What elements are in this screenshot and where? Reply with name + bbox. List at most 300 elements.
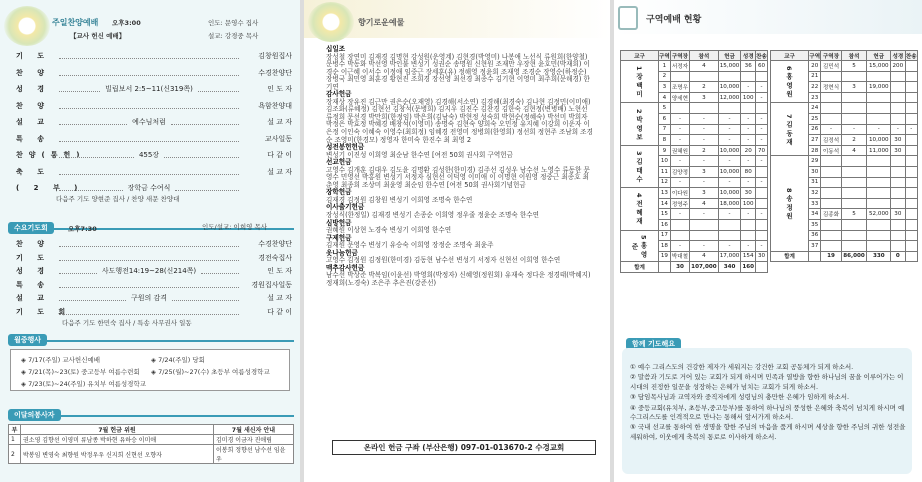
order-label: 성 경 — [16, 85, 50, 93]
order-row — [16, 149, 292, 161]
cell — [841, 103, 867, 114]
prayer-title: 함께 기도해요 — [626, 338, 681, 350]
order-row — [16, 238, 292, 250]
cell: - — [670, 209, 689, 220]
dot-leader — [59, 309, 239, 315]
cell: 양세현 — [670, 92, 689, 103]
cell: 100 — [741, 198, 756, 209]
offering-donors: 김재경 김정원 김창원 변성기 이희영 조명숙 한수연 — [326, 195, 473, 204]
cell: 21 — [809, 71, 821, 82]
cell: - — [905, 124, 917, 135]
cell: 12 — [659, 177, 671, 188]
cell — [841, 198, 867, 209]
cell: 11,000 — [867, 145, 891, 156]
cell: 15 — [659, 209, 671, 220]
cell: - — [841, 124, 867, 135]
cell: 김민석 — [821, 61, 841, 72]
cell: 김종화 — [821, 209, 841, 220]
cell: - — [718, 124, 741, 135]
sunday-service-title: 주일찬양예배 — [52, 18, 99, 27]
total-cell — [756, 262, 768, 273]
cell — [891, 71, 905, 82]
cell: 2 — [690, 82, 719, 93]
cell — [891, 198, 905, 209]
cell: - — [670, 113, 689, 124]
order-label: 축 도 — [16, 167, 50, 176]
cell — [756, 219, 768, 230]
cell — [690, 71, 719, 82]
order-row — [16, 100, 292, 112]
cell — [670, 71, 689, 82]
cell: - — [718, 241, 741, 252]
cell — [867, 230, 891, 241]
cell: 7 — [659, 124, 671, 135]
cell: 26 — [809, 124, 821, 135]
cell — [905, 82, 917, 93]
cell — [670, 219, 689, 230]
cell — [670, 230, 689, 241]
table-row — [771, 103, 918, 114]
order-person: 다 같 이 — [267, 307, 292, 316]
order-row — [16, 83, 292, 95]
cell: 3 — [690, 92, 719, 103]
cell: 31 — [809, 177, 821, 188]
cell: 3 — [690, 166, 719, 177]
cell: - — [756, 209, 768, 220]
cell — [867, 156, 891, 167]
cell — [905, 61, 917, 72]
order-row — [16, 133, 292, 145]
dot-leader — [59, 70, 239, 76]
cell: - — [690, 209, 719, 220]
cell — [756, 230, 768, 241]
cell: 17 — [659, 230, 671, 241]
cell — [891, 241, 905, 252]
cell: - — [690, 135, 719, 146]
cell — [905, 135, 917, 146]
cell — [867, 198, 891, 209]
offering-donors: 장성식(한정일) 김재경 변성기 손종순 이희영 정우줄 정윤순 조명숙 한수연 — [326, 211, 539, 220]
order-person: 욕함찬양대 — [258, 101, 292, 110]
cell: 김미경 이금자 진애림 — [214, 435, 294, 445]
cell — [841, 71, 867, 82]
cell — [756, 188, 768, 199]
order-detail: 장학금 수여식 — [127, 184, 171, 192]
cell — [821, 113, 841, 124]
cell: 4 — [690, 61, 719, 72]
order-detail: 사도행전14:19~28(신214쪽) — [101, 267, 197, 275]
table-row — [771, 61, 918, 72]
dot-leader — [59, 268, 97, 274]
order-label: 기 도 — [16, 253, 50, 262]
order-detail: 빌립보서 2:5~11(신319쪽) — [105, 85, 193, 93]
total-cell — [905, 251, 917, 262]
cell: 15,000 — [867, 61, 891, 72]
cell — [718, 230, 741, 241]
cell: 154 — [741, 251, 756, 262]
cell — [821, 188, 841, 199]
cell — [867, 177, 891, 188]
flower-icon — [308, 2, 354, 42]
cell — [905, 209, 917, 220]
offering-category: 감사헌금 — [326, 90, 352, 99]
cell: 28 — [809, 145, 821, 156]
cell: - — [718, 156, 741, 167]
cell: 박대철 — [670, 251, 689, 262]
cell — [718, 103, 741, 114]
cell: - — [756, 177, 768, 188]
table-row — [621, 145, 768, 156]
cell: 15,000 — [718, 61, 741, 72]
cell — [867, 113, 891, 124]
offering-donors: 김재원 문영수 변성기 유승숙 이희영 장정순 조명숙 최윤주 — [326, 241, 494, 250]
cell: 19 — [659, 251, 671, 262]
order-label: 찬 양 — [16, 68, 50, 77]
total-cell: 330 — [867, 251, 891, 262]
cell — [841, 230, 867, 241]
cell — [905, 166, 917, 177]
cell — [756, 166, 768, 177]
order-detail: 예수님처럼 — [132, 118, 166, 126]
cell: 19,000 — [867, 82, 891, 93]
cell: 정현식 — [821, 82, 841, 93]
cell — [821, 230, 841, 241]
cell — [841, 156, 867, 167]
district-group: 6 홍 영 원 — [771, 61, 809, 103]
grid-header: 구역장 — [821, 51, 841, 61]
cell — [821, 241, 841, 252]
cell — [821, 103, 841, 114]
cell: 9 — [659, 145, 671, 156]
cell: - — [690, 241, 719, 252]
cell — [891, 188, 905, 199]
event-item: ◈ 7/25(월)~27(수) 초등부 여름성경학교 — [151, 368, 270, 376]
offering-category: 십일조 — [326, 45, 346, 53]
cell: 10,000 — [718, 166, 741, 177]
cell: 김정석 — [821, 135, 841, 146]
dot-leader — [172, 295, 239, 301]
cell — [867, 103, 891, 114]
cell — [841, 113, 867, 124]
grid-header: 찬송 — [756, 51, 768, 61]
cell — [841, 219, 867, 230]
cell: 김양정 — [670, 166, 689, 177]
cell — [891, 219, 905, 230]
cell: - — [670, 124, 689, 135]
cell: 27 — [809, 135, 821, 146]
cell: - — [741, 209, 756, 220]
total-row — [771, 251, 918, 262]
total-cell: 30 — [670, 262, 689, 273]
prayer-item: ④ 중등교회(유치부, 초등부,중고등부)를 통하여 하나님의 풍성한 은혜와 축복이 넘치게 하시며 예수그리스도를 인격적으로 만나는 통해서 앞서가게 하소서. — [630, 403, 905, 422]
cell — [891, 156, 905, 167]
cell: 24 — [809, 103, 821, 114]
cell: - — [741, 241, 756, 252]
cell: 3 — [659, 82, 671, 93]
cell: 2 — [9, 445, 21, 464]
dot-leader — [59, 255, 239, 261]
cell: 10 — [659, 156, 671, 167]
order-label: ( 2 부 ) — [16, 184, 84, 192]
servants-title: 이달의봉사자 — [8, 409, 61, 421]
district-group: 1 장 백 미 — [621, 61, 659, 103]
cell — [690, 230, 719, 241]
cell — [891, 113, 905, 124]
table-row — [9, 445, 294, 464]
cell: - — [718, 135, 741, 146]
cell — [867, 188, 891, 199]
cell: 조명우 — [670, 82, 689, 93]
cell: 12,000 — [718, 92, 741, 103]
cell — [756, 103, 768, 114]
cell — [741, 219, 756, 230]
dot-leader — [59, 53, 239, 59]
cell: - — [756, 241, 768, 252]
order-row — [16, 166, 292, 178]
offering-title: 향기로운예물 — [358, 18, 405, 27]
offering-donors: 변성기 이진성 이희영 최순남 한수연 [여전 50회 권사회 구역헌금 — [326, 150, 513, 159]
cell — [891, 82, 905, 93]
order-row — [16, 116, 292, 128]
grid-header: 성경 — [891, 51, 905, 61]
table-row — [621, 188, 768, 199]
order-detail: 구원의 감격 — [130, 294, 168, 302]
district-title: 구역예배 현황 — [646, 15, 702, 25]
cell — [867, 219, 891, 230]
offering-donors: 장재상 장유진 김근만 권은순(오재영) 김경해(서소연) 김경해(최경숙) 김나현 김정민(이미애) 김조화(류혜정) 김현선 김창석(문병희) 김지우 김진수 김찬경 김한숙 김현정(변병배) 노현선 류정희 문선경 박만희(한정임) 박은희(김남숙) 박현정 성숙희 박현순(정혜숙) 박선미 박희자 박정은 박효정 박혜경 배창석(이영미) 송명숙 김현숙 양희숙 오민정 유지혜 이강희 이운자 이은정 이인숙 이혜숙 이영수(최희정) 임혜경 전영미 정병희(한영희) 정선희 정현주 조남희 조경순 조영미(한경모) 정영자 한미숙 한진수 최 최영 2 — [326, 97, 593, 144]
total-row — [621, 262, 768, 273]
cell — [905, 198, 917, 209]
dot-leader — [59, 169, 239, 175]
cell: 200 — [891, 61, 905, 72]
total-cell — [659, 262, 671, 273]
grid-header: 헌금 — [718, 51, 741, 61]
offering-panel — [304, 0, 610, 482]
cell: - — [756, 82, 768, 93]
order-label: 찬 양 — [16, 240, 50, 248]
cell: 10,000 — [718, 188, 741, 199]
cell — [905, 113, 917, 124]
cell: 박봉임 변영숙 최향원 박정우우 신지희 신현선 오향자 — [21, 445, 214, 464]
prayer-list — [622, 348, 912, 474]
cell — [905, 219, 917, 230]
cell: 이다원 — [670, 188, 689, 199]
grid-header: 성경 — [741, 51, 756, 61]
order-person: 인 도 자 — [267, 85, 293, 93]
cell — [841, 177, 867, 188]
cell: - — [690, 156, 719, 167]
dot-leader — [59, 152, 134, 158]
cell — [670, 103, 689, 114]
event-item: ◈ 7/21(목)~23(토) 중고등부 여름수련회 — [21, 368, 140, 376]
cell — [690, 103, 719, 114]
cell: 17,000 — [718, 251, 741, 262]
cell: 32 — [809, 188, 821, 199]
offering-donors: 남수선 박상준 박복임(이윤선) 박영희(박정자) 신혜영(정원회) 유재숙 정다운 정경태(박혜지) 정재희(노경숙) 조은주 추은진(강준선) — [326, 271, 591, 287]
cell: 3 — [841, 82, 867, 93]
cell: 권혜원 — [670, 145, 689, 156]
offering-category: 구제헌금 — [326, 233, 352, 242]
sunday-theme: 【교사 헌신 예배】 — [70, 32, 126, 40]
order-row — [16, 279, 292, 291]
cell: - — [718, 177, 741, 188]
district-group: 7 김 동 재 — [771, 103, 809, 156]
cell — [841, 188, 867, 199]
cell: 1 — [659, 61, 671, 72]
servants-table — [8, 424, 294, 464]
cell — [741, 71, 756, 82]
dot-leader — [59, 119, 127, 125]
dot-leader — [59, 241, 239, 247]
order-label: 특 송 — [16, 134, 50, 143]
cell — [741, 230, 756, 241]
order-label: 설 교 — [16, 118, 50, 126]
section-divider — [8, 340, 294, 342]
cell: 18 — [659, 241, 671, 252]
cell: 이동석 — [821, 145, 841, 156]
cell: - — [756, 124, 768, 135]
order-person: 설 교 자 — [267, 118, 292, 126]
cell: 5 — [841, 61, 867, 72]
cell: 10,000 — [867, 135, 891, 146]
order-row — [16, 252, 292, 264]
cell: 8 — [659, 135, 671, 146]
order-detail: 455장 — [138, 151, 160, 159]
order-row — [16, 292, 292, 304]
book-icon — [618, 6, 638, 30]
cell — [718, 71, 741, 82]
district-table-left — [620, 50, 768, 273]
dot-leader — [59, 185, 123, 191]
wednesday-leader: 인도/설교: 이희영 목사 — [202, 223, 268, 231]
total-cell: 합계 — [621, 262, 659, 273]
offering-category: 맥추감사헌금 — [326, 263, 365, 272]
cell — [905, 92, 917, 103]
wednesday-service-title: 수요기도회 — [8, 222, 54, 234]
total-cell: 160 — [741, 262, 756, 273]
cell: - — [756, 113, 768, 124]
cell: 5 — [659, 103, 671, 114]
grid-header: 참석 — [690, 51, 719, 61]
cell: 14 — [659, 198, 671, 209]
flower-decoration — [4, 6, 50, 46]
dot-leader — [171, 119, 239, 125]
offering-category: 성전봉헌헌금 — [326, 143, 365, 152]
offering-category: 심방헌금 — [326, 218, 352, 227]
order-person: 다 같 이 — [267, 151, 292, 159]
cell — [867, 92, 891, 103]
order-person: 인 도 자 — [267, 267, 292, 275]
cell — [841, 241, 867, 252]
cell: - — [756, 92, 768, 103]
cell: 6 — [659, 113, 671, 124]
order-label: 특 송 — [16, 280, 50, 289]
cell — [867, 166, 891, 177]
table-row — [9, 435, 294, 445]
total-cell: 107,000 — [690, 262, 719, 273]
order-person: 경원집사일동 — [251, 280, 292, 289]
cell: 10,000 — [718, 82, 741, 93]
cell: 30 — [741, 188, 756, 199]
order-person: 김창원집사 — [258, 52, 292, 60]
cell: 33 — [809, 198, 821, 209]
cell — [756, 198, 768, 209]
cell: 11 — [659, 166, 671, 177]
cell: 70 — [756, 145, 768, 156]
cell — [905, 230, 917, 241]
cell: - — [670, 241, 689, 252]
cell: 36 — [741, 61, 756, 72]
event-item: ◈ 7/17(주일) 교사헌신예배 — [21, 356, 101, 364]
dot-leader — [59, 282, 239, 288]
offering-donors: 고영수 김정원 김정원(한미경) 김동현 남수선 변성기 서정자 신현선 이희영 한수연 — [326, 256, 561, 265]
cell: - — [741, 156, 756, 167]
cell: 서정자 — [670, 61, 689, 72]
cell: 2 — [659, 71, 671, 82]
offering-category: 선교헌금 — [326, 158, 352, 167]
order-row — [16, 50, 292, 62]
cell — [905, 156, 917, 167]
event-item: ◈ 7/24(주일) 당회 — [151, 356, 205, 364]
district-group: 2 박 영 보 — [621, 103, 659, 145]
offering-category: 이사출기헌금 — [326, 203, 365, 212]
cell — [821, 198, 841, 209]
cell: - — [756, 156, 768, 167]
order-row — [16, 265, 292, 277]
cell — [821, 177, 841, 188]
order-label: 찬양(통헌) — [16, 151, 86, 159]
order-person: 설 교 자 — [267, 294, 293, 302]
district-table-right — [770, 50, 918, 262]
cell: 20 — [741, 145, 756, 156]
cell — [905, 145, 917, 156]
cell: 52,000 — [867, 209, 891, 220]
order-person: 설 교 자 — [267, 167, 292, 176]
prayer-item: ⑤ 국내 선교를 통하여 한 생명을 향한 주님의 마음을 품게 하시며 세상을 향한 주님의 귀한 성전을 세워하여, 이웃에게 축복의 통로로 이사하게 하소서. — [630, 423, 906, 441]
cell — [867, 71, 891, 82]
cell: 36 — [809, 230, 821, 241]
table-row — [621, 61, 768, 72]
cell: 2 — [841, 135, 867, 146]
grid-header: 교구 — [771, 51, 809, 61]
cell: 80 — [741, 166, 756, 177]
cell: 4 — [690, 198, 719, 209]
order-person: 경전숙집사 — [258, 253, 292, 262]
dot-leader — [59, 136, 239, 142]
monthly-events-title: 월중행사 — [8, 334, 47, 346]
order-row — [16, 306, 292, 318]
cell: 60 — [756, 61, 768, 72]
prayer-item: ③ 담임목사님과 교역자와 중직자에게 성령님의 충만한 은혜가 임하게 하소서. — [630, 393, 850, 402]
cell — [821, 166, 841, 177]
prayer-item: ① 예수 그리스도의 건강한 제자가 세워지는 강건한 교회 공동체가 되게 하소서. — [630, 363, 854, 371]
cell — [905, 177, 917, 188]
cell: 4 — [841, 145, 867, 156]
total-cell: 합계 — [771, 251, 809, 262]
cell — [690, 219, 719, 230]
grid-header: 헌금 — [867, 51, 891, 61]
total-cell: 86,000 — [841, 251, 867, 262]
grid-header: 참석 — [841, 51, 867, 61]
table-row — [621, 230, 768, 241]
grid-header: 구역 — [659, 51, 671, 61]
cell: 100 — [741, 92, 756, 103]
servants-header: 7월 새신자 안내 — [214, 425, 294, 435]
cell: 4 — [659, 92, 671, 103]
cell: - — [718, 209, 741, 220]
offering-donors: 장성철 장연미 김재경 김명현 강성원(운영계) 김현경(박영미) 나봉애 노선식 류원희(한양철) 문병수 박동화 박선영 박인불 변성기 성권순 송명원 신현원 조재만 우장현 윤호민(박재희) 이경순 이근혜 이서수 이정애 임중근 장세훈(유) 정해영 정윤희 조재영 조경순 장영순(하정순) 장병국 최민영 최훈경 황현진 조희경 장선영 최선경 최종수 김기현 이영미 최주희(문해경) 한기연 — [326, 52, 590, 91]
monthly-events-box — [10, 349, 290, 391]
